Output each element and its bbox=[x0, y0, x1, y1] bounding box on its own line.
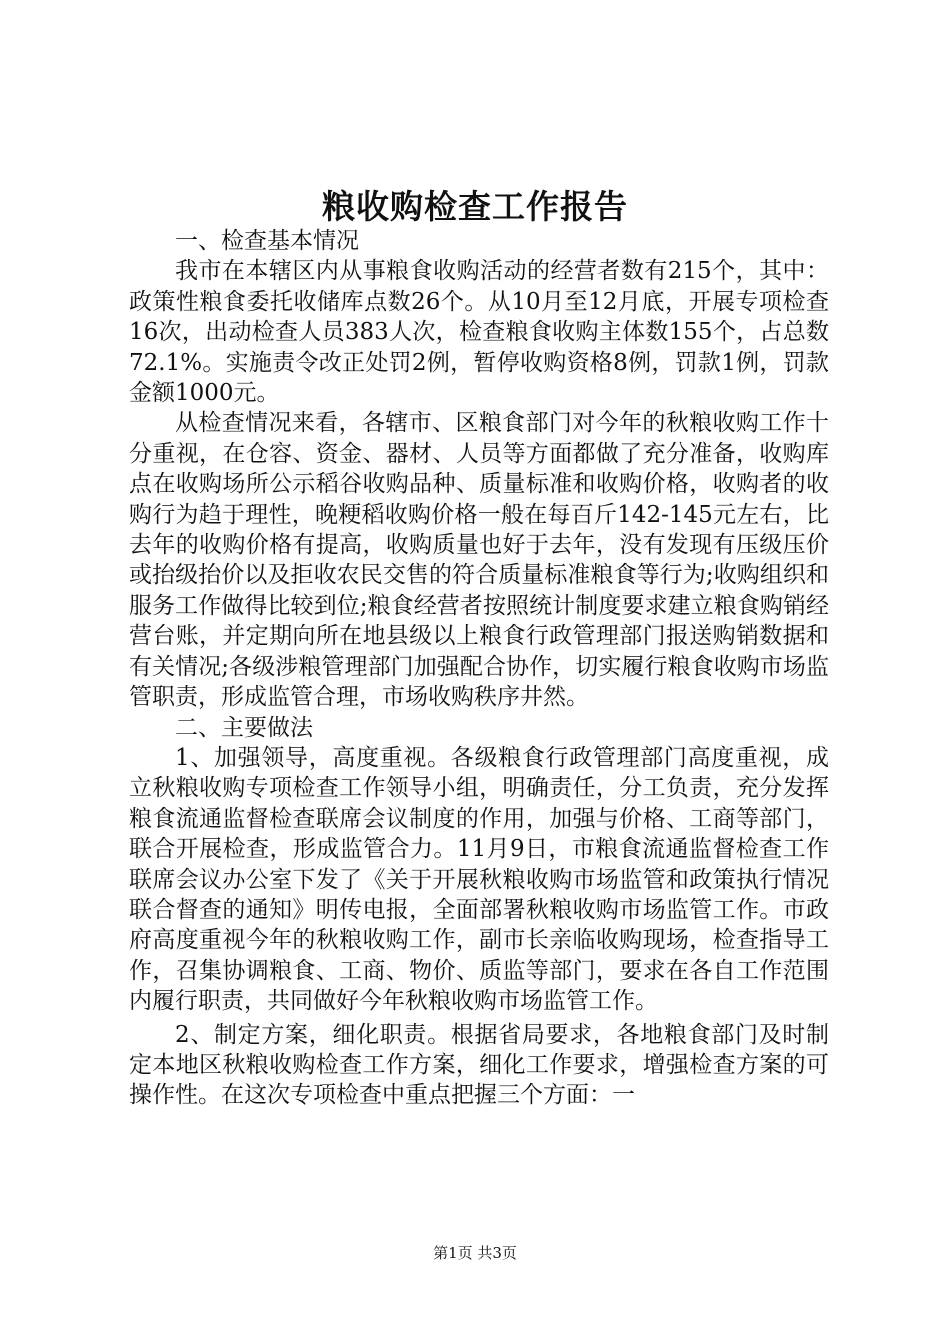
document-title: 粮收购检查工作报告 bbox=[322, 187, 628, 226]
section-heading: 二、主要做法 bbox=[175, 714, 313, 741]
section-heading: 一、检查基本情况 bbox=[175, 228, 359, 254]
body-paragraph: 2、制定方案，细化职责。根据省局要求，各地粮食部门及时制定本地区秋粮收购检查工作方案，细化工作要求，增强检查方案的可操作性。在这次专项检查中重点把握三个方面：一 bbox=[129, 1021, 829, 1109]
body-paragraph: 1、加强领导，高度重视。各级粮食行政管理部门高度重视，成立秋粮收购专项检查工作领导小组，明确责任，分工负责，充分发挥粮食流通监督检查联席会议制度的作用，加强与价格、工商等部门，联合开展检查，形成监管合力。11月9日，市粮食流通监督检查工作联席会议办公室下发了《关于开展秋粮收购市场监管和政策执行情况联合督查的通知》明传电报，全面部署秋粮收购市场监管工作。市政府高度重视今年的秋粮收购工作，副市长亲临收购现场，检查指导工作，召集协调粮食、工商、物价、质监等部门，要求在各自工作范围内履行职责，共同做好今年秋粮收购市场监管工作。 bbox=[129, 744, 829, 1015]
body-paragraph: 从检查情况来看，各辖市、区粮食部门对今年的秋粮收购工作十分重视，在仓容、资金、器材、人员等方面都做了充分准备，收购库点在收购场所公示稻谷收购品种、质量标准和收购价格，收购者的收购行为趋于理性，晚粳稻收购价格一般在每百斤142-145元左右，比去年的收购价格有提高，收购质量也好于去年，没有发现有压级压价或抬级抬价以及拒收农民交售的符合质量标准粮食等行为;收购组织和服务工作做得比较到位;粮食经营者按照统计制度要求建立粮食购销经营台账，并定期向所在地县级以上粮食行政管理部门报送购销数据和有关情况;各级涉粮管理部门加强配合协作，切实履行粮食收购市场监管职责，形成监管合理，市场收购秩序井然。 bbox=[129, 410, 829, 711]
body-paragraph: 我市在本辖区内从事粮食收购活动的经营者数有215个，其中：政策性粮食委托收储库点数26个。从10月至12月底，开展专项检查16次，出动检查人员383人次，检查粮食收购主体数155个，占总数72.1%。实施责令改正处罚2例，暂停收购资格8例，罚款1例，罚款金额1000元。 bbox=[129, 258, 829, 407]
page-number-footer: 第1页 共3页 bbox=[433, 1244, 517, 1262]
document-body bbox=[129, 226, 829, 1111]
